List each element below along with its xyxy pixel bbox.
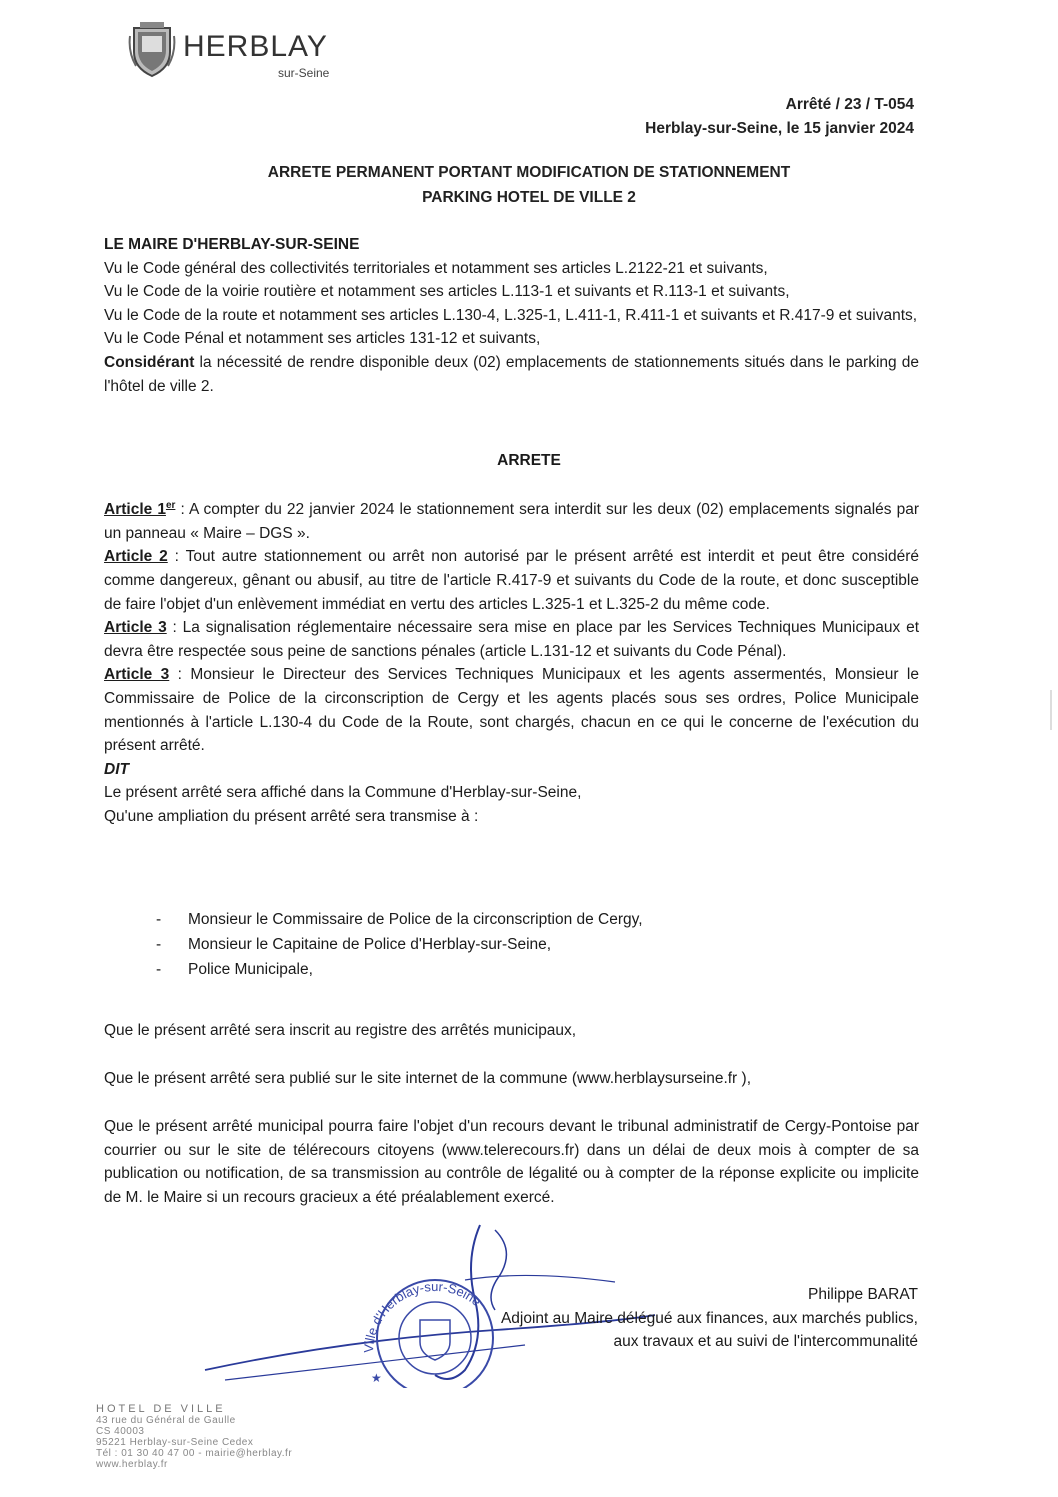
recital-item: Vu le Code de la route et notamment ses articles L.130-4, L.325-1, L.411-1, R.411-1 et suivants et R.417-9 et suivants, — [104, 306, 918, 324]
decree-number: Arrêté / 23 / T-054 — [785, 96, 914, 113]
footer-line: Tél : 01 30 40 47 00 - mairie@herblay.fr — [96, 1448, 293, 1459]
place-date: Herblay-sur-Seine, le 15 janvier 2024 — [645, 120, 914, 137]
list-item: - Police Municipale, — [156, 961, 313, 978]
stamp-text: Ville d'Herblay-sur-Seine — [360, 1278, 484, 1354]
article-paragraph — [104, 494, 919, 545]
coat-of-arms-icon — [128, 22, 176, 78]
document-title-line2: PARKING HOTEL DE VILLE 2 — [422, 189, 636, 206]
arrete-heading: ARRETE — [497, 452, 561, 469]
publication-paragraph: Que le présent arrêté sera publié sur le site internet de la commune (www.herblaysurseine.fr ), — [104, 1070, 751, 1087]
article-text: : A compter du 22 janvier 2024 le stationnement sera interdit sur les deux (02) emplacements signalés par un panneau « Maire – DGS ». — [104, 501, 919, 542]
considering-paragraph — [104, 351, 919, 398]
recourse-paragraph: Que le présent arrêté municipal pourra faire l'objet d'un recours devant le tribunal administratif de Cergy-Pontoise par courrier ou sur le site de télérecours citoyens (www.telerecours.fr) dans un délai de deux mois à compter de sa publication ou notification, de sa transmission au contrôle de légalité ou à compter de la réponse explicite ou implicite de M. le Maire si un recours gracieux a été préalablement exercé. — [104, 1118, 919, 1206]
article-paragraph — [104, 663, 919, 757]
list-item: - Monsieur le Commissaire de Police de la circonscription de Cergy, — [156, 911, 643, 928]
footer-line: CS 40003 — [96, 1426, 145, 1437]
herblay-logo — [128, 22, 358, 82]
list-item: - Monsieur le Capitaine de Police d'Herblay-sur-Seine, — [156, 936, 552, 953]
considering-text: la nécessité de rendre disponible deux (02) emplacements de stationnements situés dans le parking de l'hôtel de ville 2. — [104, 353, 919, 395]
footer-address — [96, 1404, 292, 1470]
logo-subtitle: sur-Seine — [278, 66, 330, 80]
svg-text:Ville d'Herblay-sur-Seine — [361, 1279, 484, 1353]
scan-edge-mark — [1050, 690, 1052, 730]
signatory-role: Adjoint au Maire délégué aux finances, aux marchés publics, — [500, 1309, 918, 1327]
article-paragraph — [104, 545, 919, 616]
registry-paragraph: Que le présent arrêté sera inscrit au registre des arrêtés municipaux, — [104, 1022, 577, 1039]
article-paragraph — [104, 616, 919, 663]
dit-label: DIT — [104, 760, 129, 778]
footer-line: 43 rue du Général de Gaulle — [96, 1415, 236, 1426]
official-stamp — [345, 1258, 525, 1388]
articles-section — [104, 494, 919, 828]
signatory-name: Philippe BARAT — [808, 1286, 918, 1303]
article-label: Article 3 — [104, 666, 170, 684]
article-label: Article 2 — [104, 548, 168, 566]
recipient-text: Monsieur le Commissaire de Police de la circonscription de Cergy, — [188, 911, 643, 928]
recitals-heading: LE MAIRE D'HERBLAY-SUR-SEINE — [104, 236, 360, 253]
signatory-role: aux travaux et au suivi de l'intercommunalité — [613, 1333, 918, 1351]
signature-block — [501, 1283, 918, 1354]
recital-item: Vu le Code général des collectivités territoriales et notamment ses articles L.2122-21 et suivants, — [104, 259, 768, 277]
footer-heading: HOTEL DE VILLE — [96, 1403, 226, 1415]
article-text: : La signalisation réglementaire nécessaire sera mise en place par les Services Techniques Municipaux et devra être respectée sous peine de sanctions pénales (article L.131-12 et suivants du Code Pénal). — [104, 619, 920, 660]
recipient-text: Monsieur le Capitaine de Police d'Herblay-sur-Seine, — [188, 936, 552, 953]
document-title-line1: ARRETE PERMANENT PORTANT MODIFICATION DE STATIONNEMENT — [267, 164, 791, 181]
recital-item: Vu le Code Pénal et notamment ses articles 131-12 et suivants, — [104, 330, 541, 348]
article-text: : Monsieur le Directeur des Services Techniques Municipaux et les agents assermentés, Monsieur le Commissaire de Police de la circonscription de Cergy et les agents placés sous ses ordres, Police Municipale mentionnés à l'article L.130-4 du Code de la Route, sont chargés, chacun en ce qui le concerne de l'exécution du présent arrêté. — [104, 666, 919, 755]
footer-line: www.herblay.fr — [96, 1459, 168, 1470]
article-label: Article 1 — [104, 501, 166, 519]
recital-item: Vu le Code de la voirie routière et notamment ses articles L.113-1 et suivants et R.113-1 et suivants, — [104, 283, 790, 301]
article-sup: er — [165, 500, 176, 511]
article-label: Article 3 — [104, 619, 167, 637]
decree-reference — [645, 93, 914, 141]
considering-label: Considérant — [104, 353, 195, 371]
recitals-section — [104, 233, 919, 398]
dit-line: Qu'une ampliation du présent arrêté sera transmise à : — [104, 807, 479, 825]
recipient-text: Police Municipale, — [188, 961, 313, 978]
footer-line: 95221 Herblay-sur-Seine Cedex — [96, 1437, 254, 1448]
recipients-list — [156, 907, 643, 982]
article-text: : Tout autre stationnement ou arrêt non autorisé par le présent arrêté est interdit et peut être considéré comme dangereux, gênant ou abusif, au titre de l'article R.417-9 et suivants du Code de la route, et donc susceptible de faire l'objet d'un enlèvement immédiat en vertu des articles L.325-1 et L.325-2 du même code. — [104, 548, 919, 613]
dit-line: Le présent arrêté sera affiché dans la Commune d'Herblay-sur-Seine, — [104, 784, 582, 802]
logo-name: HERBLAY — [183, 30, 328, 63]
svg-text:★: ★ — [371, 1371, 382, 1385]
